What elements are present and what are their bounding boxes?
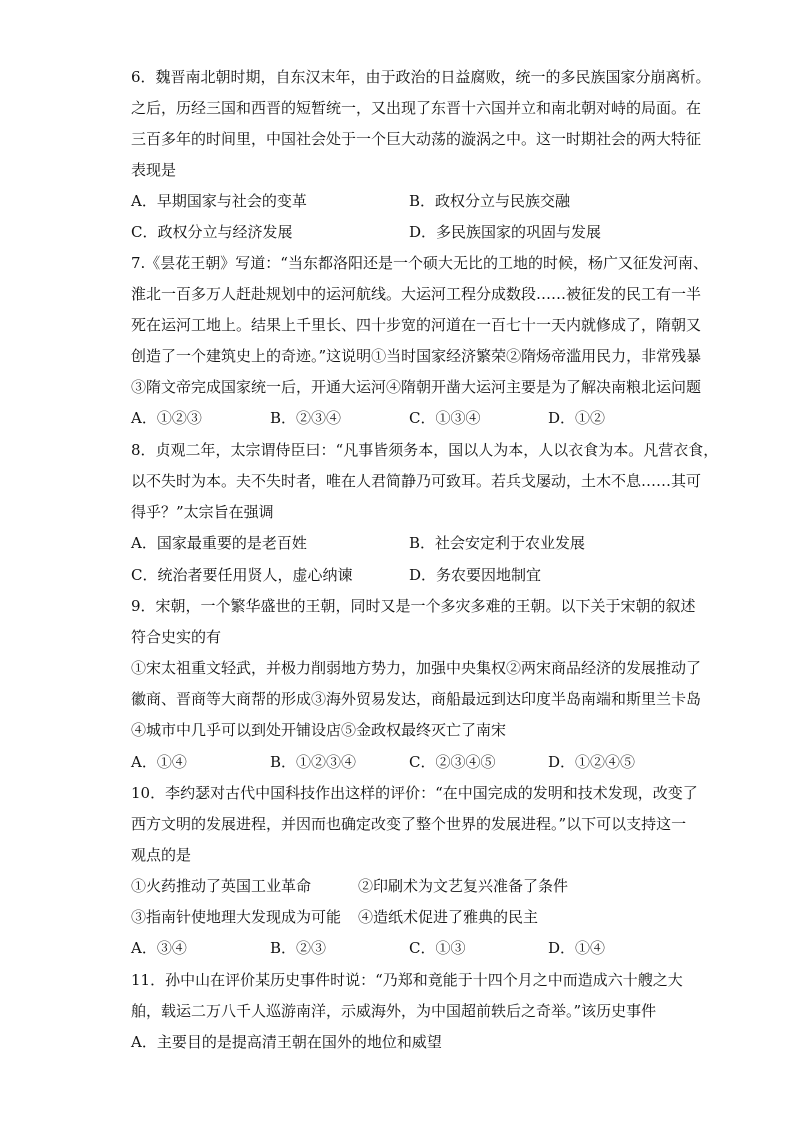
- question-text-line: 三百多年的时间里，中国社会处于一个巨大动荡的漩涡之中。这一时期社会的两大特征: [131, 130, 702, 148]
- question-text-line: 西方文明的发展进程，并因而也确定改变了整个世界的发展进程。”以下可以支持这一: [131, 815, 687, 833]
- option-d: D．①②④⑤: [548, 753, 636, 771]
- option-a: A．早期国家与社会的变革: [131, 192, 307, 210]
- question-text-line: 得乎？”太宗旨在强调: [131, 503, 274, 521]
- option-a: A．③④: [131, 939, 187, 957]
- question-text-line: ④城市中几乎可以到处开铺设店⑤金政权最终灭亡了南宋: [131, 721, 507, 739]
- option-b: B．①②③④: [270, 753, 357, 771]
- question-text-line: 7.《昙花王朝》写道：“当东都洛阳还是一个硕大无比的工地的时候，杨广又征发河南、: [131, 254, 708, 272]
- question-text-line: 之后，历经三国和西晋的短暂统一，又出现了东晋十六国并立和南北朝对峙的局面。在: [131, 99, 702, 117]
- question-text-line: 死在运河工地上。结果上千里长、四十步宽的河道在一百七十一天内就修成了，隋朝又: [131, 316, 702, 334]
- question-text-line: 舶，载运二万八千人巡游南洋，示威海外，为中国超前轶后之奇举。”该历史事件: [131, 1002, 657, 1020]
- option-c: C．②③④⑤: [409, 753, 496, 771]
- statement-3: ③指南针使地理大发现成为可能: [131, 908, 342, 926]
- option-a: A．国家最重要的是老百姓: [131, 534, 307, 552]
- question-text-line: 徽商、晋商等大商帮的形成③海外贸易发达，商船最远到达印度半岛南端和斯里兰卡岛: [131, 690, 702, 708]
- option-a: A．主要目的是提高清王朝在国外的地位和威望: [131, 1033, 442, 1051]
- question-text-line: 6．魏晋南北朝时期，自东汉末年，由于政治的日益腐败，统一的多民族国家分崩离析。: [131, 68, 711, 86]
- question-text-line: 创造了一个建筑史上的奇迹。”这说明①当时国家经济繁荣②隋炀帝滥用民力，非常残暴: [131, 347, 702, 365]
- statement-1: ①火药推动了英国工业革命: [131, 877, 312, 895]
- option-b: B．②③: [270, 939, 327, 957]
- question-text-line: 符合史实的有: [131, 628, 222, 646]
- question-text-line: 以不失时为本。夫不失时者，唯在人君简静乃可致耳。若兵戈屡动，土木不息……其可: [131, 472, 702, 490]
- question-text-line: ①宋太祖重文轻武，并极力削弱地方势力，加强中央集权②两宋商品经济的发展推动了: [131, 659, 702, 677]
- option-d: D．①②: [548, 409, 606, 427]
- question-text-line: 9．宋朝，一个繁华盛世的王朝，同时又是一个多灾多难的王朝。以下关于宋朝的叙述: [131, 597, 696, 615]
- question-text-line: 11．孙中山在评价某历史事件时说：“乃郑和竟能于十四个月之中而造成六十艘之大: [131, 971, 683, 989]
- question-text-line: 10．李约瑟对古代中国科技作出这样的评价：“在中国完成的发明和技术发现，改变了: [131, 784, 698, 802]
- option-b: B．②③④: [270, 409, 342, 427]
- option-d: D．①④: [548, 939, 606, 957]
- option-a: A．①②③: [131, 409, 202, 427]
- option-d: D．多民族国家的巩固与发展: [409, 223, 602, 241]
- statement-2: ②印刷术为文艺复兴准备了条件: [358, 877, 569, 895]
- option-b: B．社会安定利于农业发展: [409, 534, 586, 552]
- option-b: B．政权分立与民族交融: [409, 192, 571, 210]
- question-text-line: 淮北一百多万人赶赴规划中的运河航线。大运河工程分成数段……被征发的民工有一半: [131, 285, 702, 303]
- option-c: C．①③④: [409, 409, 481, 427]
- question-text-line: 8．贞观二年，太宗谓侍臣曰：“凡事皆须务本，国以人为本，人以衣食为本。凡营衣食，: [131, 441, 719, 459]
- question-text-line: 表现是: [131, 161, 177, 179]
- option-c: C．统治者要任用贤人，虚心纳谏: [131, 566, 353, 584]
- statement-4: ④造纸术促进了雅典的民主: [358, 908, 539, 926]
- option-c: C．①③: [409, 939, 466, 957]
- option-a: A．①④: [131, 753, 187, 771]
- question-text-line: 观点的是: [131, 846, 192, 864]
- question-text-line: ③隋文帝完成国家统一后，开通大运河④隋朝开凿大运河主要是为了解决南粮北运问题: [131, 378, 702, 396]
- option-c: C．政权分立与经济发展: [131, 223, 293, 241]
- option-d: D．务农要因地制宜: [409, 566, 542, 584]
